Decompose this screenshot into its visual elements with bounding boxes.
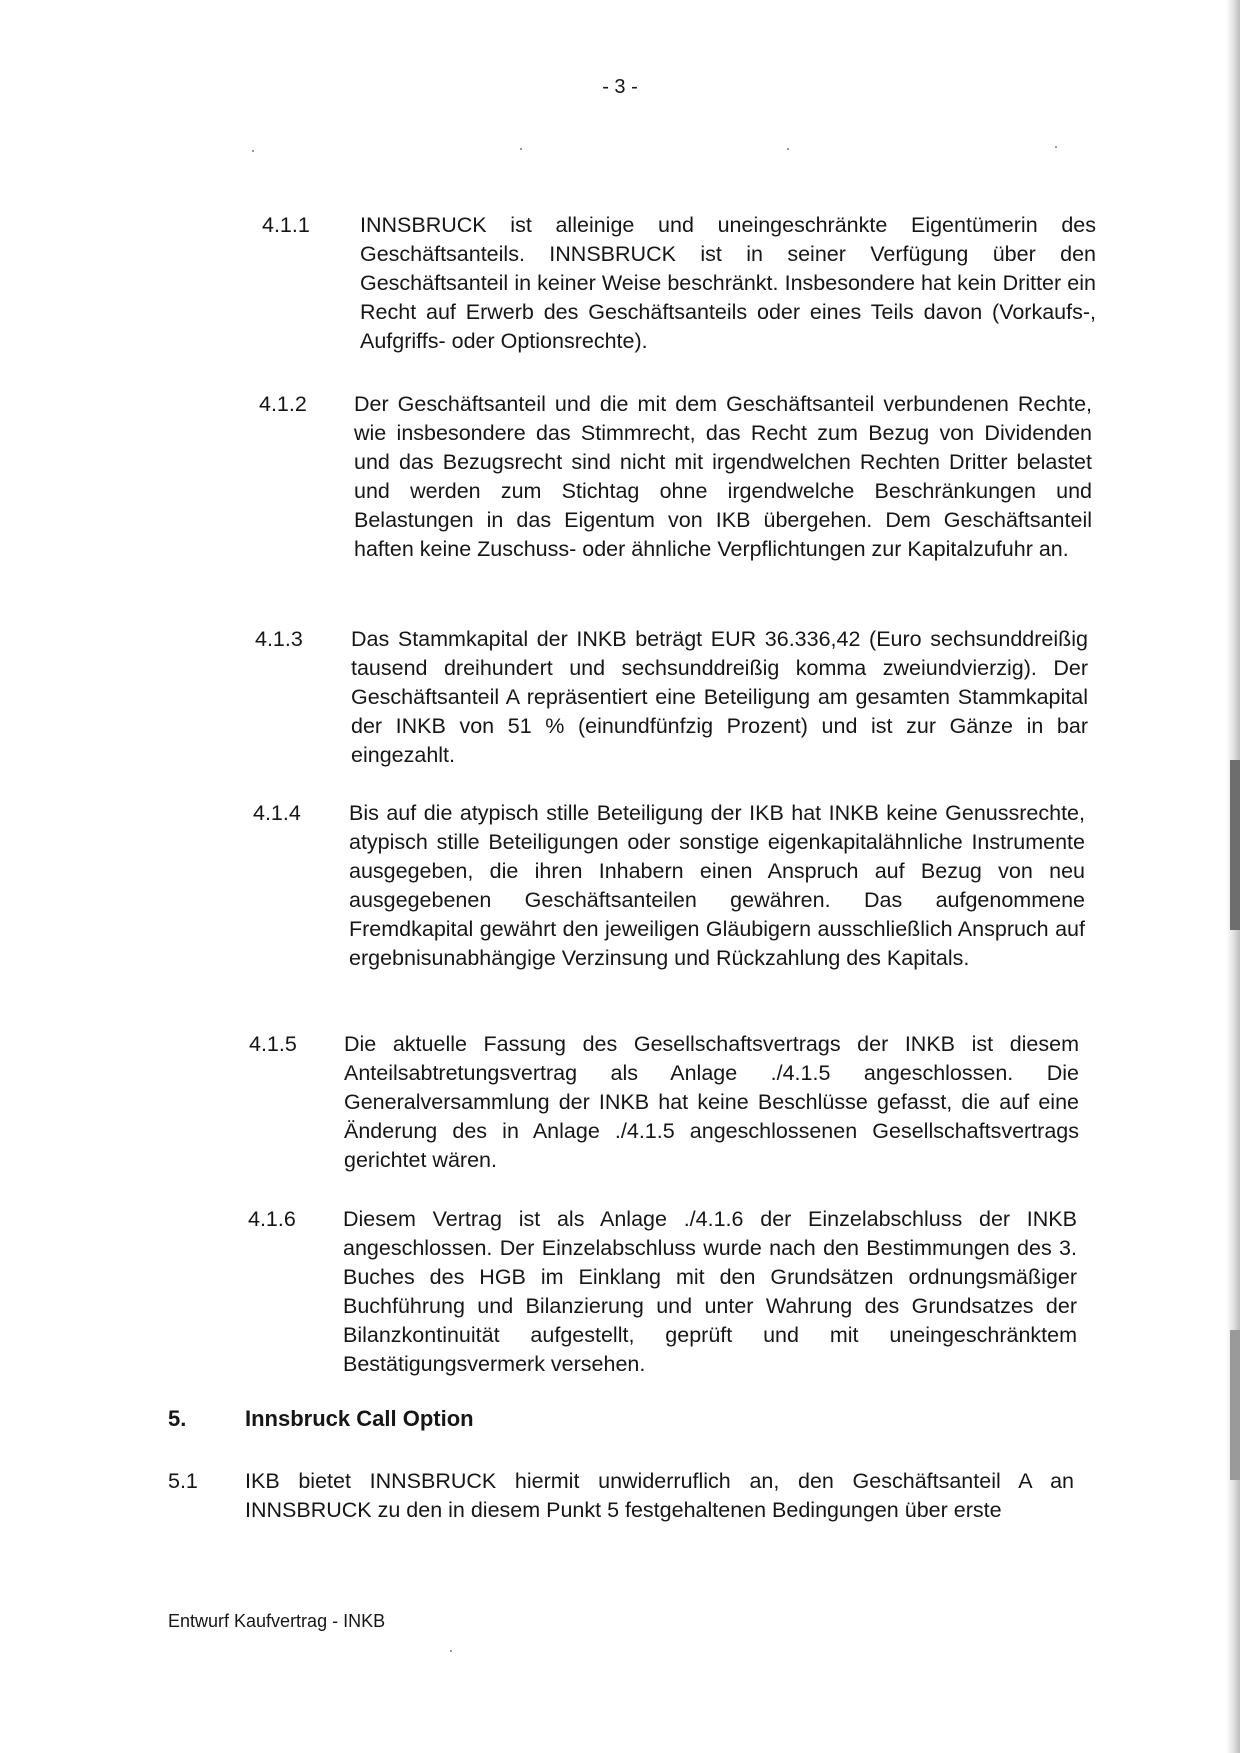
- clause-text: Das Stammkapital der INKB beträgt EUR 36.336,42 (Euro sechsunddreißig tausend dreihundert und sechsunddreißig komma zweiundvierzig). Der Geschäftsanteil A repräsentiert eine Beteiligung am gesamten Stammkapital der INKB von 51 % (einundfünfzig Prozent) und ist zur Gänze in bar eingezahlt.: [351, 627, 1088, 767]
- scan-speck: [450, 1650, 452, 1652]
- section-number: 5.: [168, 1406, 187, 1431]
- clause-number: 4.1.2: [259, 392, 307, 416]
- clause-number: 4.1.1: [262, 213, 310, 237]
- scan-speck: [787, 148, 789, 150]
- clause-number: 5.1: [168, 1469, 198, 1493]
- clause-number: 4.1.3: [255, 627, 303, 651]
- clause-text: Der Geschäftsanteil und die mit dem Geschäftsanteil verbundenen Rechte, wie insbesondere das Stimmrecht, das Recht zum Bezug von Dividenden und das Bezugsrecht sind nicht mit irgendwelchen Rechten Dritter belastet und werden zum Stichtag ohne irgendwelche Beschränkungen und Belastungen in das Eigentum von IKB übergehen. Dem Geschäftsanteil haften keine Zuschuss- oder ähnliche Verpflichtungen zur Kapitalzufuhr an.: [354, 392, 1092, 561]
- clause-text: INNSBRUCK ist alleinige und uneingeschränkte Eigentümerin des Geschäftsanteils. INNSBRUCK ist in seiner Verfügung über den Geschäftsanteil in keiner Weise beschränkt. Insbesondere hat kein Dritter ein Recht auf Erwerb des Geschäftsanteils oder eines Teils davon (Vorkaufs-, Aufgriffs- oder Optionsrechte).: [360, 213, 1096, 353]
- scan-speck: [1055, 146, 1057, 148]
- scan-speck: [252, 150, 254, 152]
- clause-text: IKB bietet INNSBRUCK hiermit unwiderruflich an, den Geschäftsanteil A an INNSBRUCK zu den in diesem Punkt 5 festgehaltenen Bedingungen über erste: [245, 1469, 1074, 1522]
- clause-text: Die aktuelle Fassung des Gesellschaftsvertrags der INKB ist diesem Anteilsabtretungsvertrag als Anlage ./4.1.5 angeschlossen. Die Generalversammlung der INKB hat keine Beschlüsse gefasst, die auf eine Änderung des in Anlage ./4.1.5 angeschlossenen Gesellschaftsvertrags gerichtet wären.: [344, 1032, 1079, 1172]
- clause-number: 4.1.4: [253, 801, 301, 825]
- scan-edge: [1226, 0, 1240, 1753]
- clause-number: 4.1.6: [248, 1207, 296, 1231]
- clause-text: Diesem Vertrag ist als Anlage ./4.1.6 der Einzelabschluss der INKB angeschlossen. Der Einzelabschluss wurde nach den Bestimmungen des 3. Buches des HGB im Einklang mit den Grundsätzen ordnungsmäßiger Buchführung und Bilanzierung und unter Wahrung des Grundsatzes der Bilanzkontinuität aufgestellt, geprüft und mit uneingeschränktem Bestätigungsvermerk versehen.: [343, 1207, 1077, 1376]
- section-title: Innsbruck Call Option: [245, 1406, 474, 1431]
- clause-number: 4.1.5: [249, 1032, 297, 1056]
- page-number: - 3 -: [602, 76, 638, 98]
- footer: Entwurf Kaufvertrag - INKB: [168, 1611, 386, 1631]
- clause-text: Bis auf die atypisch stille Beteiligung der IKB hat INKB keine Genussrechte, atypisch stille Beteiligungen oder sonstige eigenkapitalähnliche Instrumente ausgegeben, die ihren Inhabern einen Anspruch auf Bezug von neu ausgegebenen Geschäftsanteilen gewähren. Das aufgenommene Fremdkapital gewährt den jeweiligen Gläubigern ausschließlich Anspruch auf ergebnisunabhängige Verzinsung und Rückzahlung des Kapitals.: [349, 801, 1085, 970]
- scan-speck: [520, 148, 522, 150]
